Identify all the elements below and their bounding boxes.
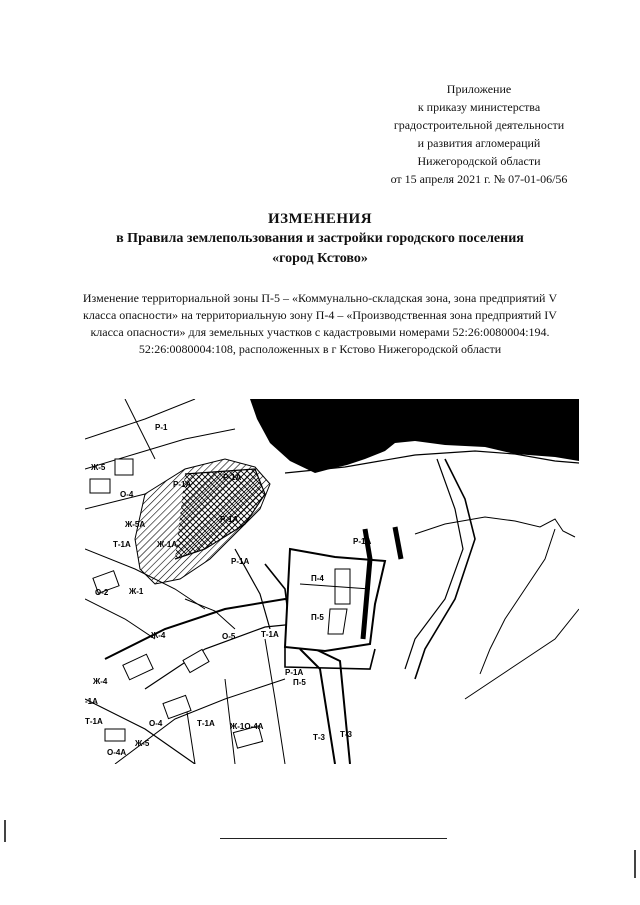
- zone-label: О-4: [149, 719, 163, 728]
- zone-label: Ж-5: [135, 739, 150, 748]
- zone-label: О-2: [95, 588, 109, 597]
- title-main: ИЗМЕНЕНИЯ: [267, 211, 373, 227]
- description-line: класса опасности» для земельных участков с кадастровыми номерами 52:26:0080004:194.: [90, 325, 550, 339]
- zone-label: П-4: [311, 574, 324, 583]
- zone-label: Ж-4: [93, 677, 108, 686]
- footer-divider: [220, 838, 447, 839]
- appendix-line: градостроительной деятельности: [393, 118, 565, 132]
- zone-label: Т-1А: [261, 630, 279, 639]
- zone-label: Ж-1О-4А: [230, 722, 264, 731]
- zone-label: Р-1А: [285, 668, 304, 677]
- zone-label: Р-1А: [220, 515, 239, 524]
- zone-label: Т-1А: [85, 717, 103, 726]
- description-line: класса опасности» на территориальную зону П-4 – «Производственная зона предприятий IV: [83, 308, 557, 322]
- document-title: [40, 209, 600, 269]
- zone-label: О-5: [222, 632, 236, 641]
- appendix-line: Приложение: [446, 82, 512, 96]
- zone-label: Т-1А: [113, 540, 131, 549]
- zoning-map-drawing: [85, 399, 579, 764]
- zone-label: Р-1А: [353, 537, 372, 546]
- title-subtitle-line2: «город Кстово»: [272, 251, 368, 266]
- zone-label: П-5: [293, 678, 306, 687]
- zone-label: Ж-4: [151, 631, 166, 640]
- change-description: [60, 290, 580, 358]
- title-subtitle-line1: в Правила землепользования и застройки городского поселения: [116, 231, 524, 246]
- zone-label: Ж-1А: [157, 540, 178, 549]
- zone-label: П-5: [311, 613, 324, 622]
- appendix-line: и развития агломераций: [417, 136, 541, 150]
- zone-label: Ж-5: [91, 463, 106, 472]
- zone-label: Ж-1: [129, 587, 144, 596]
- description-line: 52:26:0080004:108, расположенных в г Кстово Нижегородской области: [138, 342, 502, 356]
- zone-label: Р-1А: [173, 480, 192, 489]
- appendix-header: [354, 80, 604, 188]
- zone-label: -1А: [85, 697, 98, 706]
- zone-label: Р-1: [155, 423, 168, 432]
- description-line: Изменение территориальной зоны П-5 – «Коммунально-складская зона, зона предприятий V: [82, 291, 558, 305]
- zone-label: Т-1А: [197, 719, 215, 728]
- scan-edge-mark: [4, 820, 6, 842]
- appendix-line: от 15 апреля 2021 г. № 07-01-06/56: [390, 172, 568, 186]
- zone-label: Т-3: [340, 730, 352, 739]
- zone-label: Р-1А: [231, 557, 250, 566]
- zoning-map: [85, 399, 579, 764]
- appendix-line: Нижегородской области: [417, 154, 541, 168]
- zone-label: Р-1А: [223, 473, 242, 482]
- zone-label: О-4А: [107, 748, 127, 757]
- zone-label: Ж-5А: [125, 520, 146, 529]
- dark-area: [250, 399, 579, 473]
- scan-edge-mark: [634, 850, 636, 878]
- appendix-line: к приказу министерства: [417, 100, 541, 114]
- zone-label: О-4: [120, 490, 134, 499]
- zone-label: Т-3: [313, 733, 325, 742]
